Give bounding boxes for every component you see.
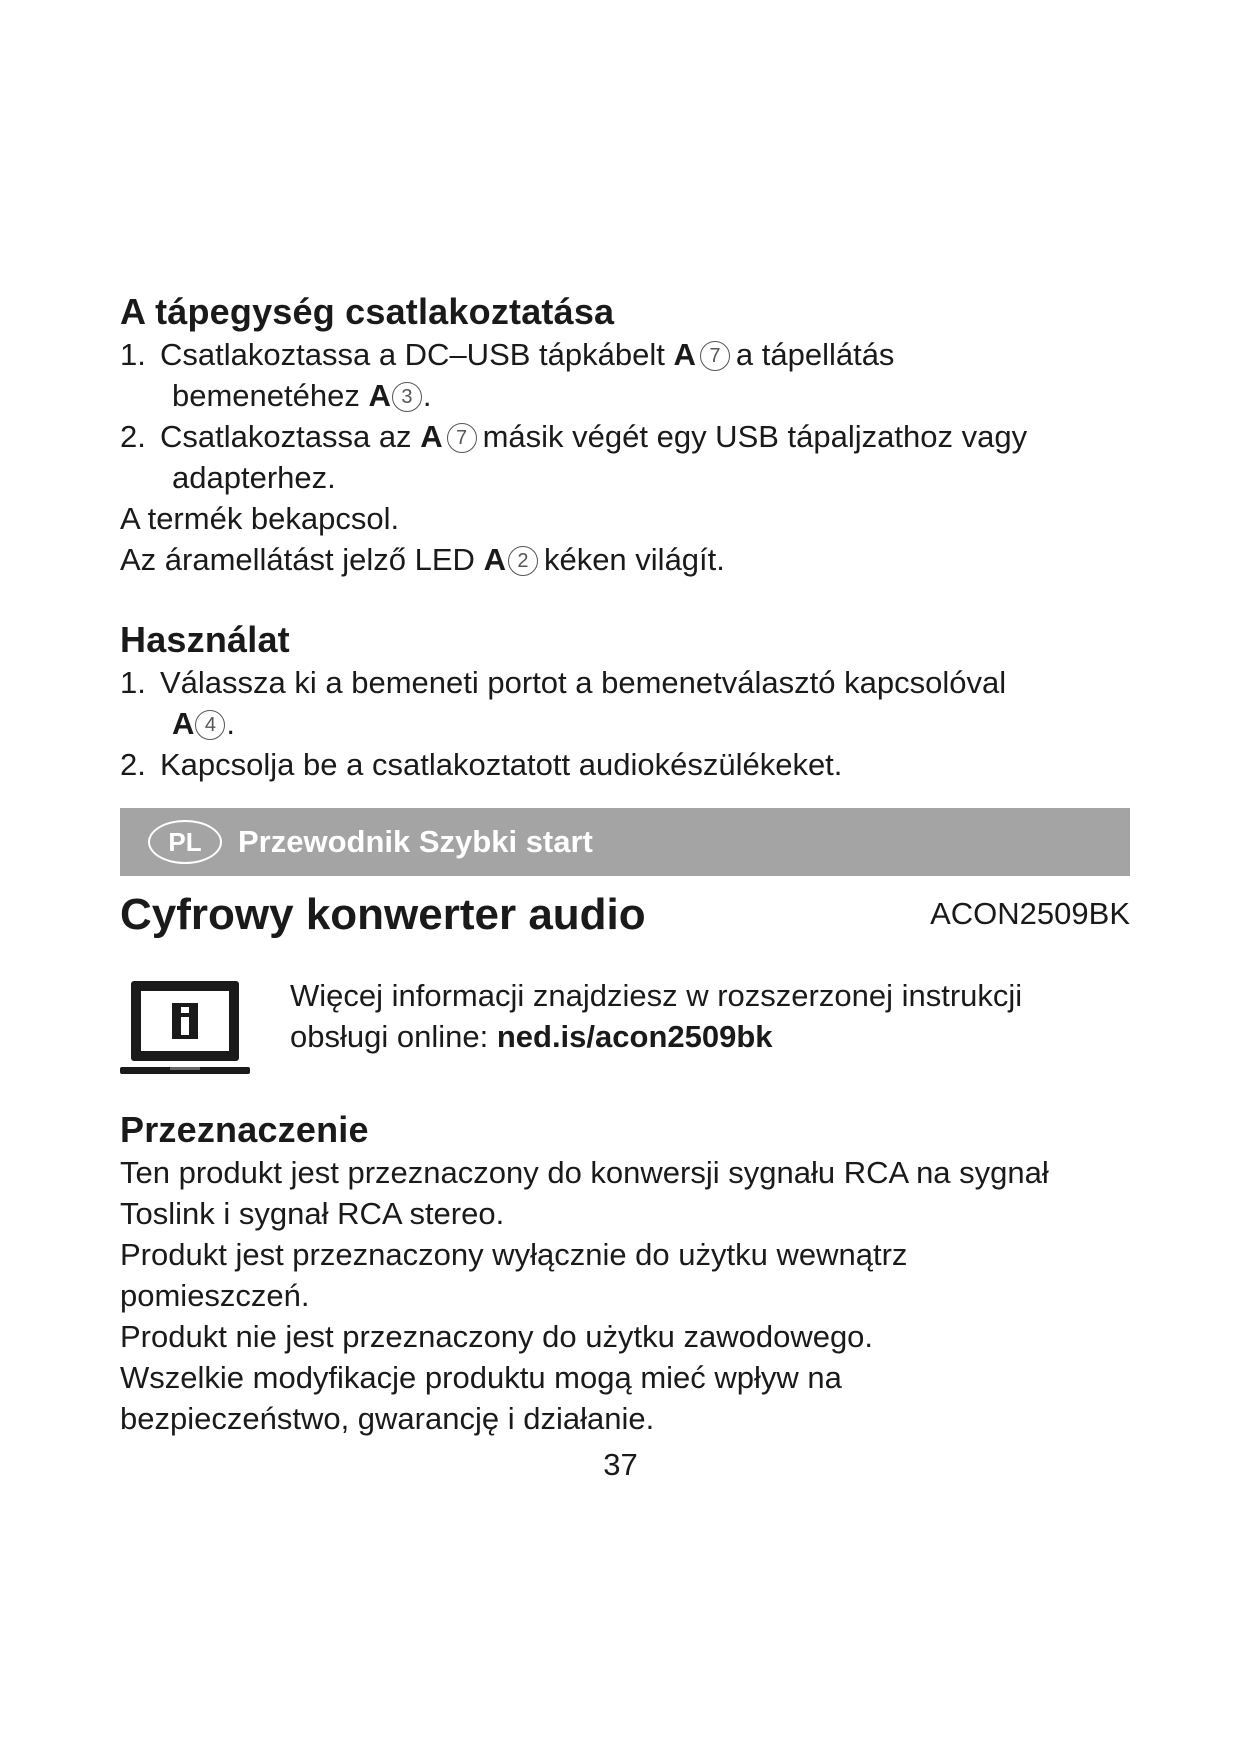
callout-7-icon: 7 [447, 423, 477, 453]
online-info [290, 975, 1022, 1057]
callout-4-icon: 4 [195, 710, 225, 740]
power-section-title: A tápegység csatlakoztatása [120, 291, 615, 332]
laptop-info-icon [120, 975, 250, 1085]
product-code: ACON2509BK [930, 896, 1130, 931]
purpose-line: Ten produkt jest przeznaczony do konwersji sygnału RCA na sygnał [120, 1155, 1049, 1190]
use-step-2: 2. Kapcsolja be a csatlakoztatott audiokészülékeket. [120, 747, 843, 782]
use-section [120, 618, 1006, 785]
language-banner [120, 808, 1130, 876]
power-step-2: 2. Csatlakoztassa az A 7 másik végét egy USB tápaljzathoz vagy [120, 419, 1028, 454]
purpose-line: Produkt nie jest przeznaczony do użytku zawodowego. [120, 1319, 874, 1354]
power-step-1-cont: bemenetéhez A 3 . [172, 378, 432, 413]
manual-link[interactable]: ned.is/acon2509bk [496, 1019, 773, 1054]
language-badge: PL [148, 820, 222, 864]
callout-7-icon: 7 [700, 341, 730, 371]
power-section [120, 290, 1027, 580]
use-step-1-cont: A 4 . [172, 706, 236, 741]
power-step-1: 1. Csatlakoztassa a DC–USB tápkábelt A 7 a tápellátás [120, 337, 895, 372]
power-result-1: A termék bekapcsol. [120, 501, 400, 536]
info-line-1: Więcej informacji znajdziesz w rozszerzonej instrukcji [290, 978, 1023, 1013]
purpose-line: Toslink i sygnał RCA stereo. [120, 1196, 505, 1231]
power-step-2-cont: adapterhez. [172, 460, 336, 495]
callout-2-icon: 2 [508, 546, 538, 576]
product-title: Cyfrowy konwerter audio [120, 890, 646, 939]
purpose-section [120, 1108, 1049, 1439]
power-result-2: Az áramellátást jelző LED A 2 kéken világít. [120, 542, 725, 577]
purpose-line: Produkt jest przeznaczony wyłącznie do użytku wewnątrz [120, 1237, 908, 1272]
banner-title: Przewodnik Szybki start [238, 824, 593, 859]
page-number: 37 [603, 1447, 638, 1482]
callout-3-icon: 3 [392, 382, 422, 412]
use-step-1: 1. Válassza ki a bemeneti portot a bemenetválasztó kapcsolóval [120, 665, 1007, 700]
purpose-line: Wszelkie modyfikacje produktu mogą mieć wpływ na [120, 1360, 842, 1395]
purpose-section-title: Przeznaczenie [120, 1109, 369, 1150]
purpose-line: pomieszczeń. [120, 1278, 310, 1313]
use-section-title: Használat [120, 619, 290, 660]
purpose-line: bezpieczeństwo, gwarancję i działanie. [120, 1401, 655, 1436]
info-line-2: obsługi online: ned.is/acon2509bk [290, 1019, 773, 1054]
